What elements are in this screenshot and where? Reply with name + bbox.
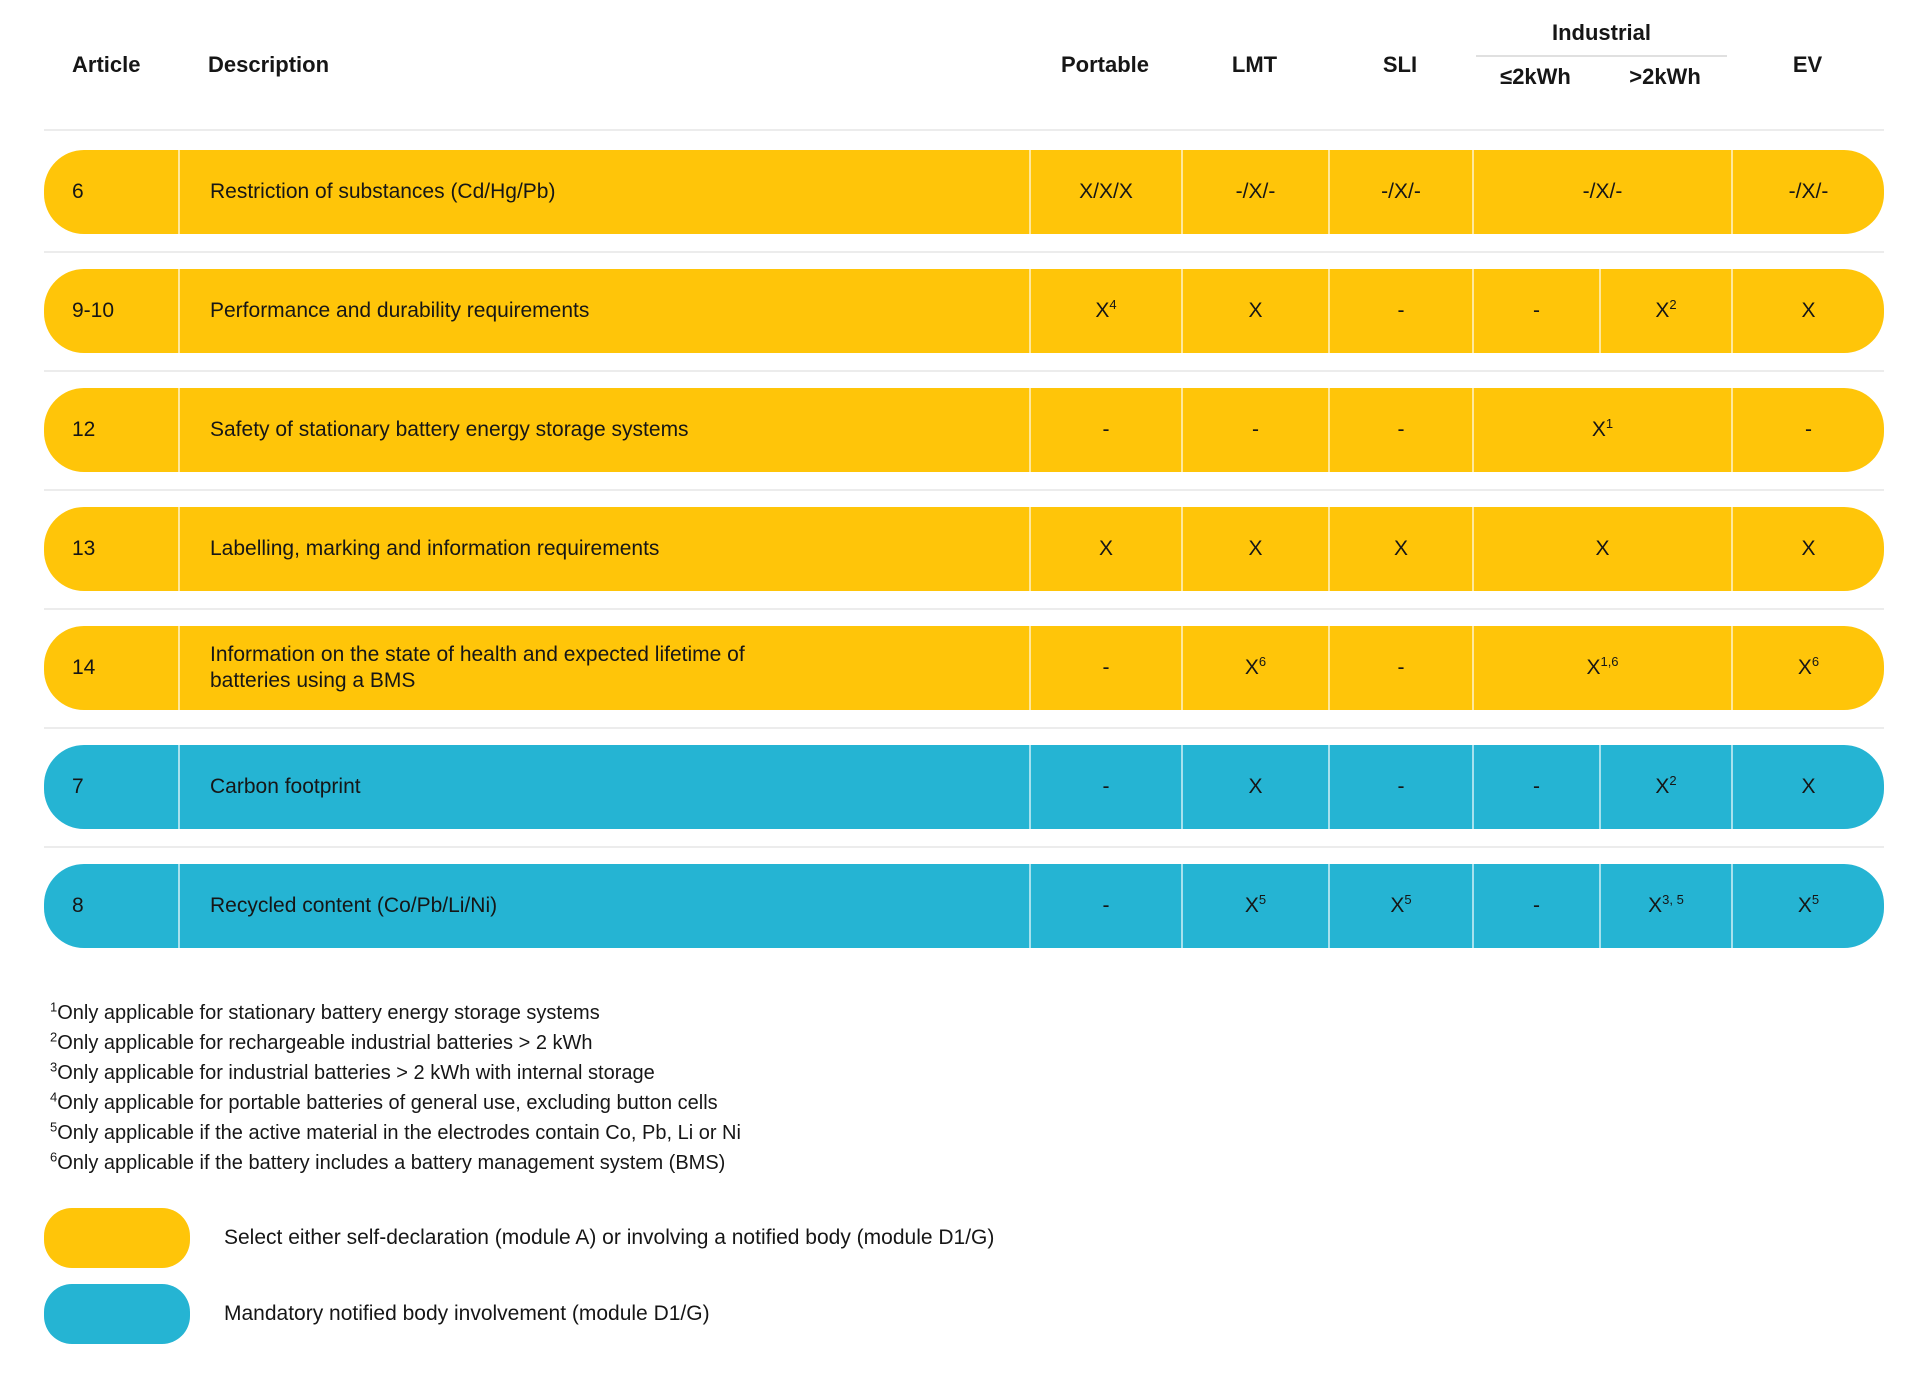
legend-label: Select either self-declaration (module A) or involving a notified body (module D1/G) [224,1226,995,1249]
value-cell: - [1731,388,1884,472]
value-cell: -/X/- [1731,150,1884,234]
row-description: Recycled content (Co/Pb/Li/Ni) [178,864,1029,948]
value-cell: - [1029,388,1181,472]
footnote-4: $^4$Only applicable for portable batteries of general use, excluding button cells [50,1089,718,1114]
table-row-article-12 [44,388,1884,472]
article-number: 12 [72,418,96,441]
value-cell: X [1181,269,1328,353]
col-header-industrial-le2kwh: ≤2kWh [1500,64,1571,89]
row-separator [44,234,1884,269]
row-separator [44,591,1884,626]
value-cell: X [1029,507,1181,591]
table-row-article-9-10 [44,269,1884,353]
col-header-sli: SLI [1382,51,1418,77]
article-number: 13 [72,537,96,560]
article-number: 7 [72,775,84,798]
value-cell: X [1328,507,1472,591]
footnotes [50,998,1884,1178]
col-header-industrial: Industrial [1551,20,1651,45]
table-header [44,0,1884,131]
footnote-3: $^3$Only applicable for industrial batteries > 2 kWh with internal storage [50,1059,655,1084]
value-cell: $X^2$ [1599,745,1731,829]
table-row-article-7 [44,745,1884,829]
row-description: Safety of stationary battery energy storage systems [178,388,1029,472]
footnote-2: $^2$Only applicable for rechargeable industrial batteries > 2 kWh [50,1029,593,1054]
row-description: Restriction of substances (Cd/Hg/Pb) [178,150,1029,234]
legend-item-blue [44,1284,1884,1344]
col-header-article: Article [72,51,141,77]
value-cell: - [1472,745,1599,829]
value-cell: $X^6$ [1731,626,1884,710]
value-cell: - [1472,864,1599,948]
value-cell: $X^2$ [1599,269,1731,353]
value-cell: X [1731,269,1884,353]
article-number: 9-10 [72,299,115,322]
row-description: Performance and durability requirements [178,269,1029,353]
legend-swatch-yellow [44,1208,190,1268]
legend-swatch-blue [44,1284,190,1344]
legend-item-yellow [44,1208,1884,1268]
row-separator [44,353,1884,388]
col-header-industrial-group [1472,0,1731,129]
value-cell: $X^6$ [1181,626,1328,710]
value-cell: X$^{1,6}$ [1472,626,1731,710]
value-cell: - [1328,626,1472,710]
row-description: Information on the state of health and expected lifetime of batteries using a BMS [178,626,1029,710]
table-body [44,150,1884,948]
value-cell: -/X/- [1472,150,1731,234]
value-cell: X [1181,507,1328,591]
value-cell: -/X/- [1181,150,1328,234]
col-header-ev: EV [1792,51,1823,77]
row-separator [44,829,1884,864]
footnote-6: $^6$Only applicable if the battery includes a battery management system (BMS) [50,1149,726,1174]
value-cell: - [1029,626,1181,710]
industrial-underline [1476,55,1727,57]
value-cell: - [1328,745,1472,829]
col-header-lmt: LMT [1231,51,1278,77]
article-number: 8 [72,894,84,917]
value-cell: - [1328,388,1472,472]
value-cell: X [1472,507,1731,591]
value-cell: -/X/- [1328,150,1472,234]
value-cell: $X^4$ [1029,269,1181,353]
value-cell: - [1029,745,1181,829]
legend [44,1208,1884,1344]
legend-label: Mandatory notified body involvement (module D1/G) [224,1302,710,1325]
table-row-article-6 [44,150,1884,234]
table-row-article-14 [44,626,1884,710]
footnote-1: $^1$Only applicable for stationary battery energy storage systems [50,999,600,1024]
value-cell: - [1472,269,1599,353]
col-header-industrial-gt2kwh: >2kWh [1629,64,1701,89]
row-description: Labelling, marking and information requirements [178,507,1029,591]
value-cell: X [1731,745,1884,829]
value-cell: - [1181,388,1328,472]
value-cell: $X^5$ [1328,864,1472,948]
value-cell: X/X/X [1029,150,1181,234]
col-header-portable: Portable [1060,51,1150,77]
article-number: 14 [72,656,96,679]
value-cell: X [1731,507,1884,591]
row-separator [44,710,1884,745]
table-row-article-13 [44,507,1884,591]
value-cell: $X^5$ [1181,864,1328,948]
value-cell: $X^1$ [1472,388,1731,472]
table-row-article-8 [44,864,1884,948]
industrial-subheaders [1472,64,1731,90]
row-separator [44,472,1884,507]
conformity-table [44,0,1884,948]
row-description: Carbon footprint [178,745,1029,829]
value-cell: $X^5$ [1731,864,1884,948]
article-number: 6 [72,180,84,203]
value-cell: X$^{3, 5}$ [1599,864,1731,948]
value-cell: - [1328,269,1472,353]
value-cell: X [1181,745,1328,829]
footnote-5: $^5$Only applicable if the active material in the electrodes contain Co, Pb, Li or Ni [50,1119,741,1144]
value-cell: - [1029,864,1181,948]
col-header-description: Description [208,51,330,77]
